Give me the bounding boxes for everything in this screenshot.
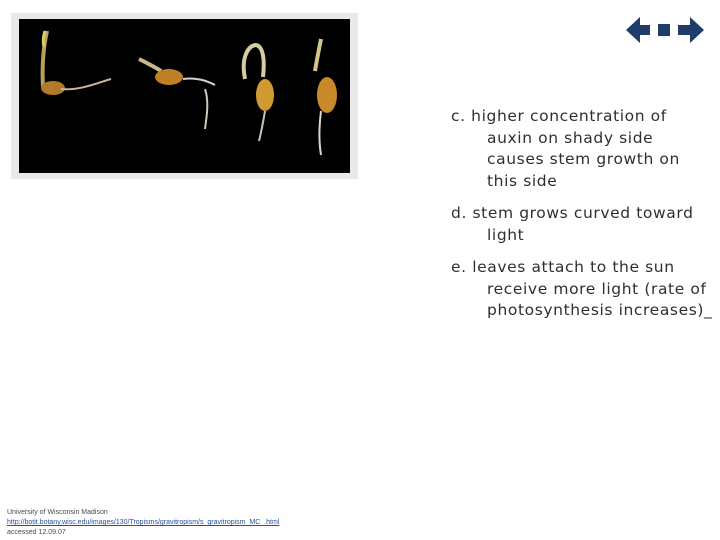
credit-source: University of Wisconsin Madison [7,509,108,516]
back-arrow-icon[interactable] [626,17,650,43]
forward-arrow-icon[interactable] [678,17,704,43]
bullet-item: c. higher concentration of auxin on shady side causes stem growth on this side [451,107,680,190]
bullet-list [451,106,713,333]
seedling-photo-frame [11,13,358,179]
slide-navigation [626,15,704,45]
image-credit [7,508,327,538]
bullet-item: e. leaves attach to the sun receive more light (rate of photosynthesis increases)_ [451,258,713,319]
seedling-photo [19,19,350,173]
credit-accessed: accessed 12.09.07 [7,529,66,536]
credit-url-link[interactable]: http://botit.botany.wisc.edu/images/130/Tropisms/gravitropism/s_gravitropism_MC_.html [7,519,280,526]
home-icon[interactable] [658,24,670,36]
bullet-item: d. stem grows curved toward light [451,204,694,244]
